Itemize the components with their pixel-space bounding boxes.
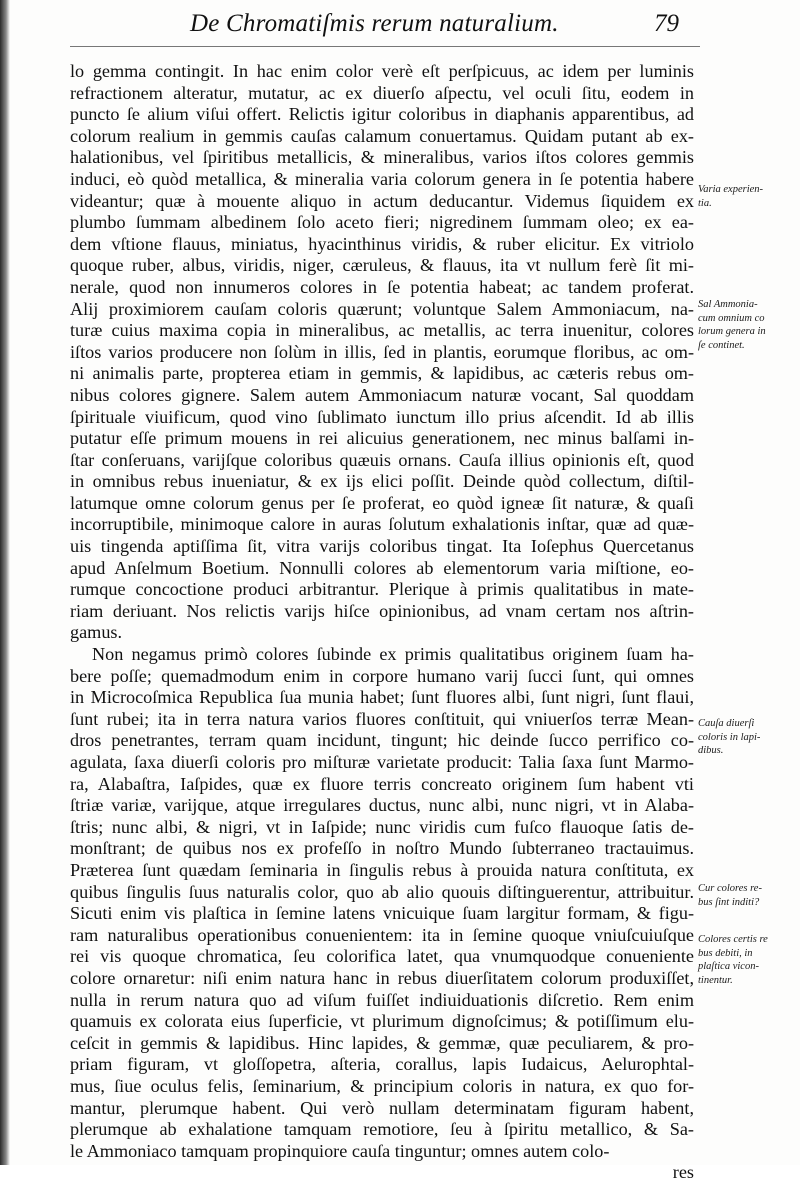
- text-line: halationibus, vel ſpiritibus metallicis, & mineralibus, varios iſtos colores gemmis: [70, 147, 694, 168]
- header-rule: [70, 46, 700, 47]
- margin-note-line: plaſtica vicon-: [698, 961, 759, 972]
- text-line: rei vis quoque chromatica, ſeu colorifica latet, qua vnumquodque conueniente: [70, 946, 694, 967]
- page-number: 79: [654, 10, 679, 37]
- text-line: ſunt rubei; ita in terra natura varios fluores conſtituit, qui vniuerſos terræ Mean-: [70, 708, 694, 729]
- margin-note-line: bus ſint inditi?: [698, 896, 760, 908]
- text-line: mantur, plerumque habent. Qui verò nullam determinatam figuram habent,: [70, 1097, 694, 1118]
- text-line: Præterea ſunt quædam ſeminaria in ſingulis rebus à prouida natura conſtituta, ex: [70, 859, 694, 880]
- text-line: latumque omne colorum genus per ſe proferat, eo quòd igneæ ſit naturæ, & quaſi: [70, 492, 694, 513]
- text-line: gamus.: [70, 622, 123, 643]
- margin-note-line: ſe continet.: [698, 339, 745, 351]
- text-line: nulla in rerum natura quo ad viſum fuiſſet indiuiduationis diſcretio. Rem enim: [70, 989, 694, 1010]
- margin-note-line: Cur colores re-: [698, 883, 762, 894]
- running-head: De Chromatiſmis rerum naturalium.: [190, 10, 559, 37]
- text-line: le Ammoniaco tamquam propinquiore cauſa tinguntur; omnes autem colo-: [70, 1140, 610, 1161]
- text-line: Alij proximiorem cauſam coloris quærunt; voluntque Salem Ammoniacum, na-: [70, 298, 694, 319]
- text-line: priam figuram, vt gloſſopetra, aſteria, corallus, lapis Iudaicus, Aelurophtal-: [70, 1054, 694, 1075]
- paragraph: [70, 644, 694, 1162]
- text-line: ſtriæ variæ, varijque, atque irregulares ductus, nunc albi, nunc nigri, vt in Alaba-: [70, 795, 694, 816]
- text-line: incorruptibile, minimoque calore in auras ſolutum exhalationis inſtar, quæ ad quæ-: [70, 514, 694, 535]
- margin-note-line: dibus.: [698, 745, 724, 756]
- text-line: apud Anſelmum Boetium. Nonnulli colores ab elementorum varia miſtione, eo-: [70, 557, 694, 578]
- margin-note-line: coloris in lapi-: [698, 731, 761, 743]
- text-line: ſtar conſeruans, varijſque coloribus quæuis ornans. Cauſa illius opinionis eſt, quod: [70, 449, 694, 470]
- text-line: quamuis ex colorata eius ſuperficie, vt plurimum dignoſcimus; & potiſſimum elu-: [70, 1011, 694, 1032]
- catchword: res: [672, 1162, 694, 1183]
- text-line: putatur eſſe primum mouens in rei alicuius generationem, nec minus balſami in-: [70, 428, 694, 449]
- text-line: ſtris; nunc albi, & nigri, vt in Iaſpide; nunc viridis cum fuſco flauoque ſatis de-: [70, 816, 694, 837]
- text-line: lo gemma contingit. In hac enim color verè eſt perſpicuus, ac idem per luminis: [70, 61, 694, 81]
- margin-note: [698, 717, 798, 758]
- text-line: plerumque ab exhalatione tamquam remotiore, ſeu à ſpiritu metallico, & Sa-: [70, 1119, 694, 1140]
- text-line: ſpirituale viuificum, quod vino ſublimato iunctum illo prius aſcendit. Id ab illis: [70, 406, 694, 427]
- text-line: turæ cuius maxima copia in mineralibus, ac metallis, ac terra inuenitur, colores: [70, 320, 694, 341]
- text-line: refractionem alteratur, mutatur, ac ex diuerſo aſpectu, vel oculi ſitu, eodem in: [70, 82, 694, 103]
- text-line: ceſcit in gemmis & lapidibus. Hinc lapides, & gemmæ, quæ peculiarem, & pro-: [70, 1032, 694, 1053]
- main-text-block: [70, 61, 694, 1184]
- margin-note-line: Cauſa diuerſi: [698, 718, 755, 729]
- text-line: puncto ſe alium viſui offert. Relictis igitur coloribus in diaphanis apparentibus, ad: [70, 104, 694, 125]
- text-line: agulata, ſaxa diuerſi coloris pro miſturæ varietate producit: Talia ſaxa ſunt Marmo-: [70, 752, 694, 772]
- text-line: colorum realium in gemmis cauſas calamum conuertamus. Quidam putant ab ex-: [70, 125, 694, 146]
- text-line: ram naturalibus operationibus conuenientem: ita in ſemine quoque vniuſcuiuſque: [70, 924, 694, 945]
- text-line: videantur; quæ à mouente aliquo in actum deducantur. Videmus ſiquidem ex: [70, 190, 694, 211]
- margin-note: [698, 183, 798, 210]
- scan-shadow-edge: [0, 0, 10, 1165]
- text-line: quibus ſingulis ſuus naturalis color, quo ab alio quouis diſtinguerentur, attribuitur.: [70, 881, 694, 902]
- text-line: ni animalis parte, propterea etiam in gemmis, & lapidibus, ac cæteris rebus om-: [70, 363, 694, 384]
- text-line: uis tingenda aptiſſima ſit, vitra varijs coloribus tingat. Ita Ioſephus Quercetanus: [70, 536, 694, 557]
- text-line: plumbo ſummam albedinem ſolo aceto fieri; nigredinem ſummam oleo; ex ea-: [70, 212, 694, 233]
- margin-note: [698, 298, 798, 352]
- text-line: Sicuti enim vis plaſtica in ſemine latens vnicuique ſuam largitur formam, & figu-: [70, 903, 694, 924]
- paragraph: [70, 61, 694, 644]
- margin-note-line: bus debiti, in: [698, 947, 753, 959]
- text-line: riam deriuant. Nos relictis varijs hiſce opinionibus, ad vnam certam nos aſtrin-: [70, 600, 694, 621]
- margin-note: [698, 882, 798, 909]
- text-line: bere poſſe; quemadmodum enim in corpore humano varij ſucci ſunt, qui omnes: [70, 665, 694, 686]
- text-line: monſtrant; de quibus nos ex profeſſo in noſtro Mundo ſubterraneo tractauimus.: [70, 838, 694, 859]
- text-line: nibus colores gignere. Salem autem Ammoniacum naturæ vocant, Sal quoddam: [70, 384, 694, 405]
- text-line: in Microcoſmica Republica ſua munia habet; ſunt fluores albi, ſunt nigri, ſunt flaui,: [70, 687, 694, 708]
- text-line: iſtos varios producere non ſolùm in illis, ſed in plantis, eorumque floribus, ac om-: [70, 341, 694, 362]
- text-line: nerale, quod non innumeros colores in ſe potentia habeat; ac tandem proferat.: [70, 276, 694, 297]
- margin-note-line: cum omnium co: [698, 312, 765, 324]
- text-line: Non negamus primò colores ſubinde ex primis qualitatibus originem ſuam ha-: [92, 644, 694, 665]
- margin-note-line: lorum genera in: [698, 326, 766, 337]
- margin-note-line: Varia experien-: [698, 184, 764, 195]
- text-line: ra, Alabaſtra, Iaſpides, quæ ex fluore terris concreato originem ſum habent vti: [70, 773, 694, 794]
- margin-note-line: Sal Ammonia-: [698, 299, 758, 310]
- text-line: in omnibus rebus inueniatur, & ex ijs elici poſſit. Deinde quòd collectum, diſtil-: [70, 471, 694, 492]
- text-line: mus, ſiue oculus felis, ſeminarium, & principium coloris in natura, ex quo for-: [70, 1075, 694, 1096]
- text-line: rumque concoctione produci arbitrantur. Plerique à primis qualitatibus in mate-: [70, 579, 694, 600]
- margin-note-line: tinentur.: [698, 974, 733, 986]
- text-line: dem vſtione flauus, miniatus, hyacinthinus viridis, & ruber elicitur. Ex vitriolo: [70, 233, 694, 254]
- text-line: quoque ruber, albus, viridis, niger, cæruleus, & flauus, ita vt nullum ferè ſit mi-: [70, 255, 694, 276]
- margin-note: [698, 933, 798, 987]
- margin-note-line: tia.: [698, 197, 712, 209]
- text-line: colore ornaretur: niſi enim natura hanc in rebus diuerſitatem colorum produxiſſet,: [70, 967, 694, 988]
- text-line: dros penetrantes, terram quam incidunt, tingunt; hic deinde ſucco perrifico co-: [70, 730, 694, 751]
- text-line: induci, eò quòd metallica, & mineralia varia colorum genera in ſe potentia habere: [70, 168, 694, 189]
- margin-note-line: Colores certis re: [698, 934, 768, 945]
